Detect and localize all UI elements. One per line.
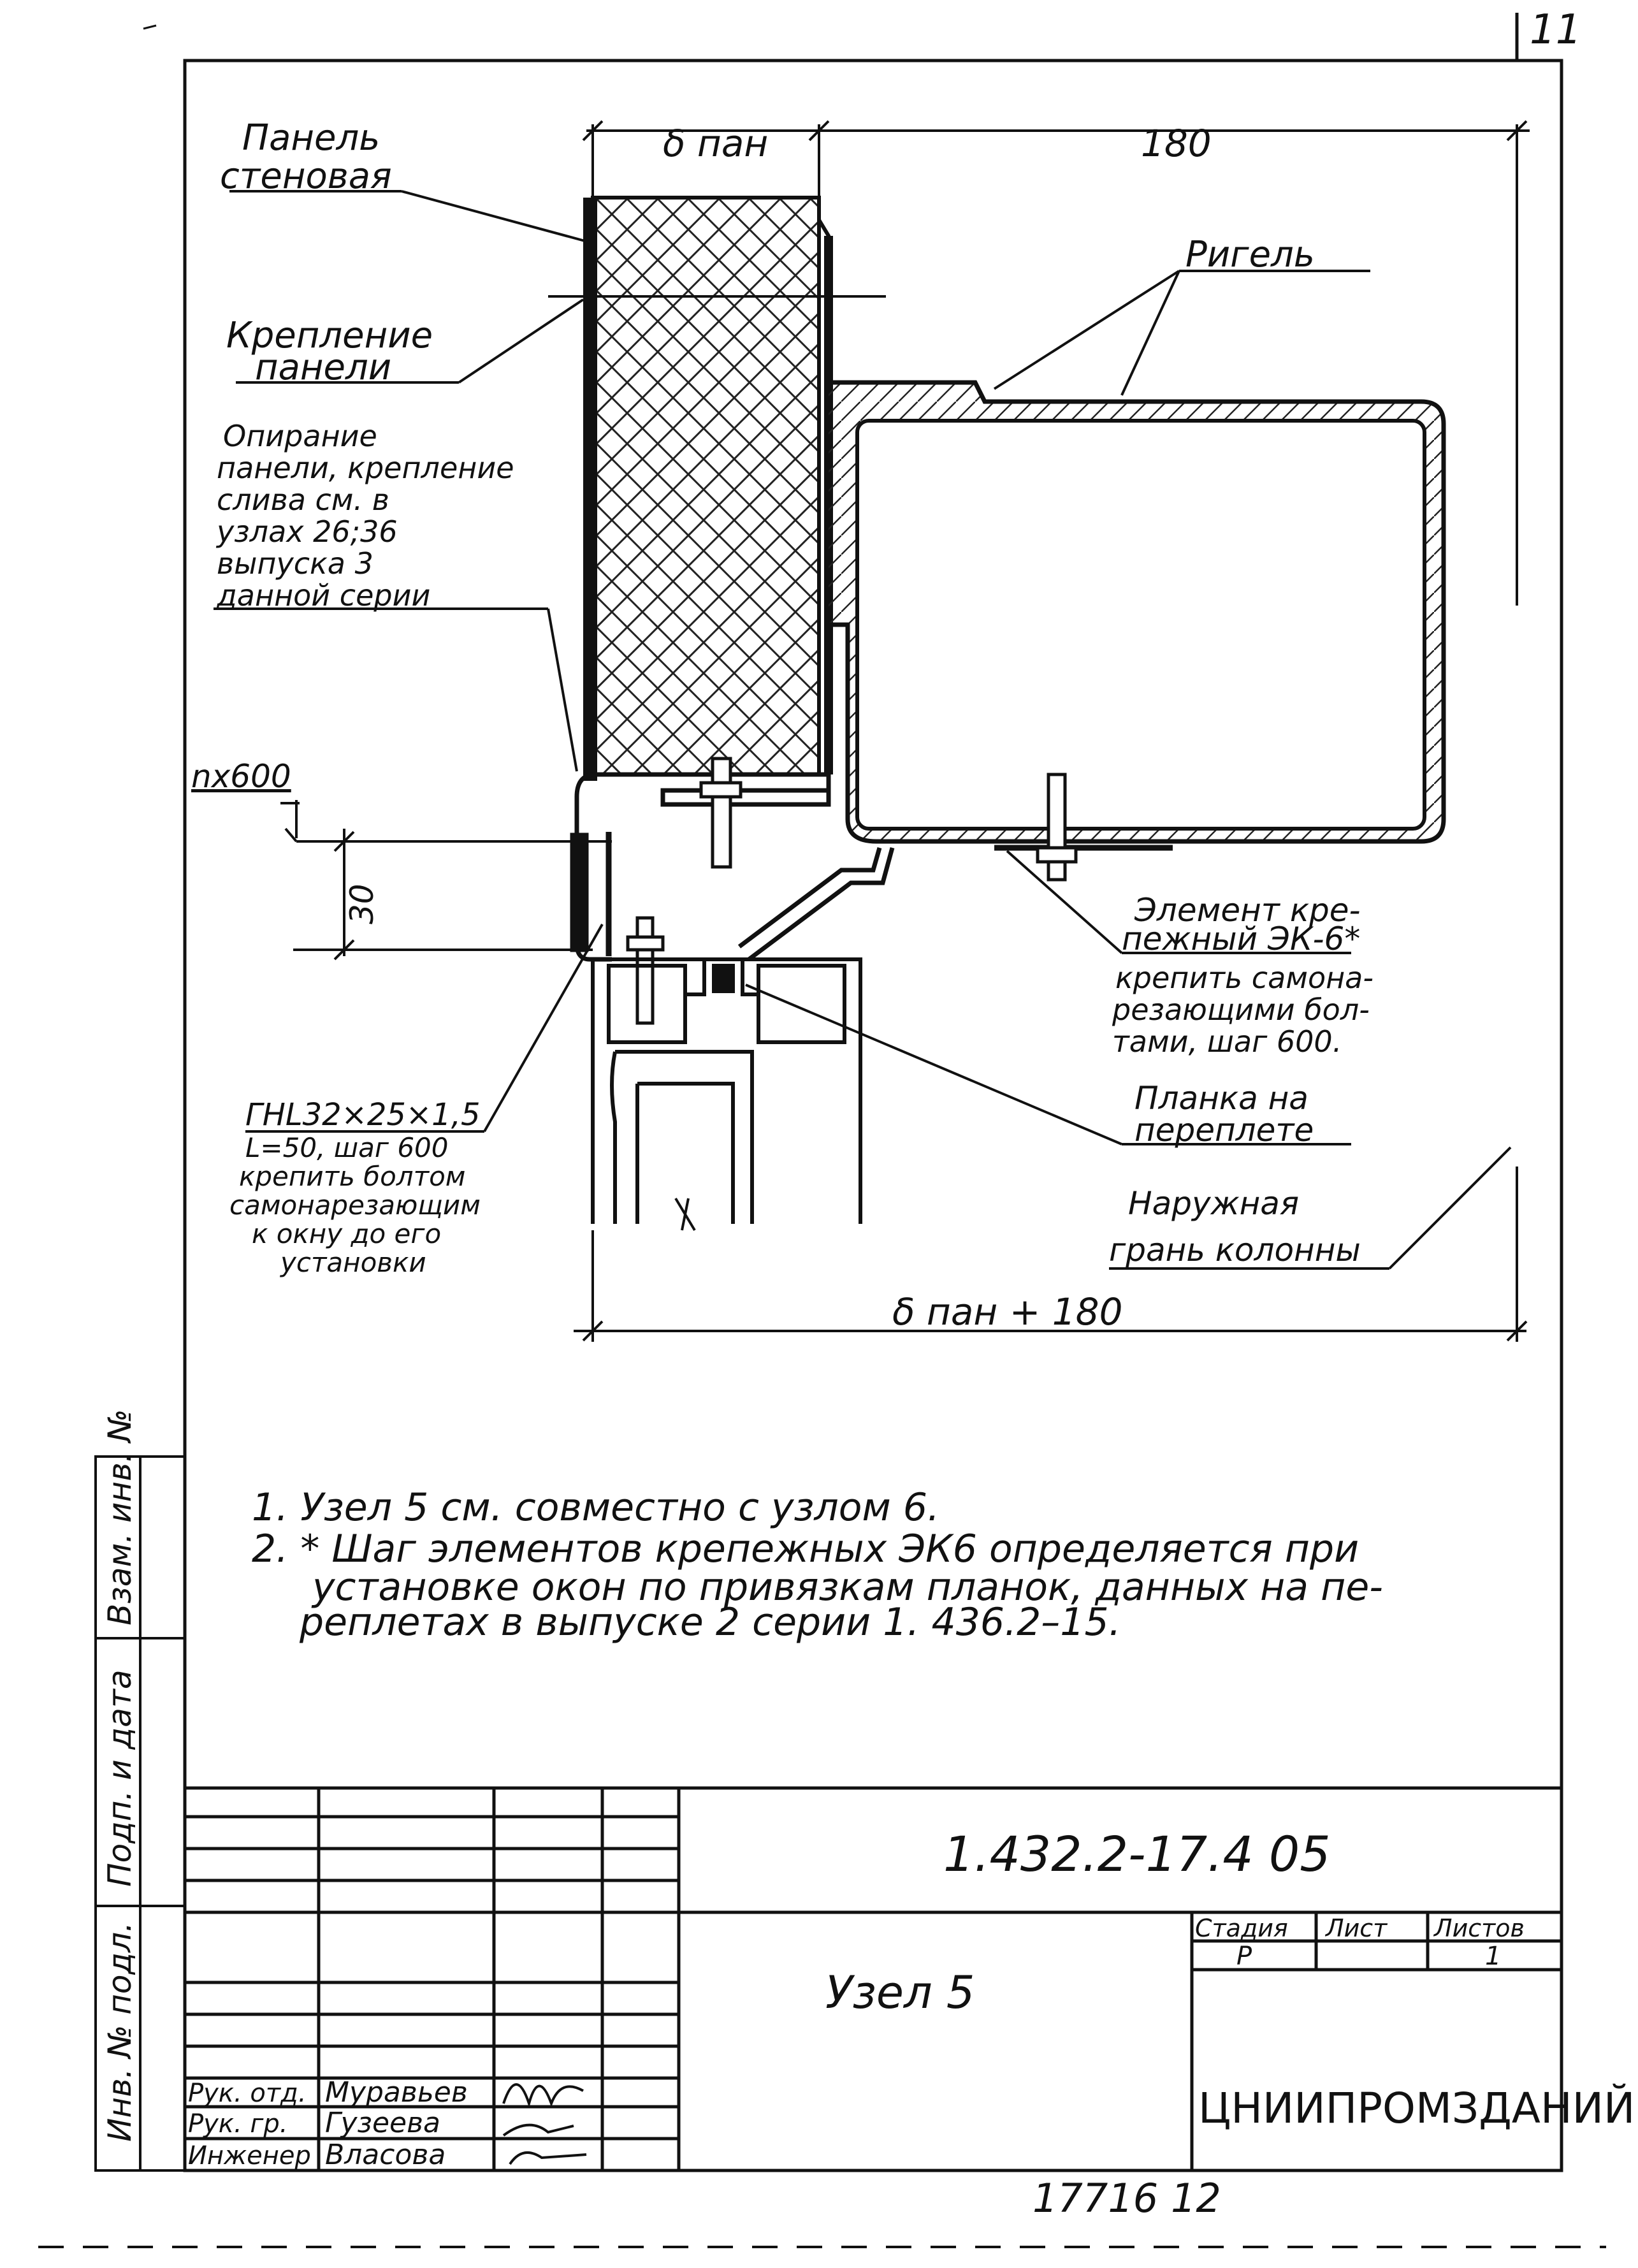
stamp-inv-original: Инв. № подл. [101, 1922, 138, 2142]
dim-level: nx600 [191, 758, 291, 795]
dim-30: 30 [344, 883, 381, 924]
svg-text:к окну до его: к окну до его [252, 1218, 442, 1249]
svg-text:1. Узел 5 см. совместно: 1. Узел 5 см. совместно с узлом 6. [252, 1485, 940, 1530]
stamp-replace-inv: Взам. инв. № [101, 1409, 138, 1625]
svg-text:тами, шаг 600.: тами, шаг 600. [1112, 1024, 1342, 1059]
header-sheets: Листов [1434, 1914, 1525, 1942]
svg-text:Муравьев: Муравьев [325, 2076, 468, 2109]
signatures [504, 2084, 586, 2164]
svg-text:пежный ЭК-6*: пежный ЭК-6* [1122, 920, 1361, 957]
svg-text:L=50, шаг 600: L=50, шаг 600 [245, 1132, 449, 1163]
sheet-number: 11 [1530, 6, 1582, 54]
svg-text:Панель: Панель [242, 117, 381, 159]
svg-text:выпуска 3: выпуска 3 [217, 546, 373, 581]
label-element-ek6 [1112, 892, 1373, 1059]
svg-text:переплете: переплете [1134, 1112, 1314, 1149]
svg-text:панели: панели [255, 347, 392, 388]
staff-rows [188, 2076, 468, 2171]
svg-text:реплетах в выпуске 2 серии: реплетах в выпуске 2 серии 1. 436.2–15. [300, 1600, 1121, 1645]
svg-text:Элемент кре-: Элемент кре- [1134, 892, 1361, 929]
svg-text:крепить самона-: крепить самона- [1115, 961, 1373, 995]
label-fastening [226, 315, 433, 388]
header-sheet: Лист [1326, 1914, 1388, 1942]
svg-text:крепить болтом: крепить болтом [239, 1161, 466, 1192]
archive-number: 17716 12 [1033, 2175, 1221, 2221]
rigel-section [829, 382, 1444, 841]
svg-text:самонарезающим: самонарезающим [229, 1189, 481, 1221]
svg-text:2. * Шаг элементов крепежных: 2. * Шаг элементов крепежных ЭК6 определяется при [252, 1527, 1359, 1571]
svg-text:Рук. отд.: Рук. отд. [188, 2079, 307, 2108]
title-org: ЦНИИПРОМЗДАНИЙ [1198, 2084, 1635, 2133]
support-flashing [572, 774, 829, 959]
label-column [1109, 1185, 1361, 1268]
svg-text:резающими бол-: резающими бол- [1112, 992, 1370, 1027]
svg-text:Наружная: Наружная [1128, 1185, 1300, 1222]
label-angle [229, 1097, 481, 1278]
label-rigel: Ригель [1185, 234, 1315, 275]
svg-text:Крепление: Крепление [226, 315, 433, 356]
header-stage: Стадия [1195, 1914, 1288, 1942]
svg-text:ГНL32×25×1,5: ГНL32×25×1,5 [245, 1097, 481, 1133]
label-planka [1134, 1080, 1314, 1149]
title-code: 1.432.2-17.4 05 [943, 1826, 1331, 1882]
window-frame [593, 959, 860, 1230]
svg-text:данной серии: данной серии [217, 578, 431, 613]
svg-text:слива см. в: слива см. в [217, 483, 389, 517]
svg-text:Опирание: Опирание [223, 419, 377, 453]
svg-text:панели, крепление: панели, крепление [217, 451, 514, 485]
notes [252, 1485, 1383, 1645]
dim-total: δ пан + 180 [892, 1290, 1123, 1334]
dim-180: 180 [1141, 122, 1212, 165]
dim-panel-thickness: δ пан [663, 122, 769, 165]
svg-text:Инженер: Инженер [188, 2141, 311, 2170]
svg-text:грань колонны: грань колонны [1109, 1232, 1361, 1268]
title-name: Узел 5 [825, 1966, 975, 2019]
wall-panel [583, 198, 829, 781]
label-support [215, 419, 514, 613]
svg-text:стеновая: стеновая [220, 156, 392, 197]
stamp-sign-date: Подп. и дата [101, 1669, 138, 1887]
svg-text:установке окон по привязкам: установке окон по привязкам планок, данных на пе- [312, 1565, 1383, 1610]
label-panel [220, 117, 392, 197]
svg-text:Власова: Власова [325, 2139, 446, 2171]
svg-text:установки: установки [280, 1247, 426, 1278]
svg-text:узлах 26;36: узлах 26;36 [217, 514, 398, 549]
svg-text:Гузеева: Гузеева [325, 2107, 440, 2139]
value-stage: Р [1236, 1942, 1252, 1971]
fastening-element-ek6 [739, 848, 1173, 959]
svg-text:Планка на: Планка на [1134, 1080, 1308, 1117]
svg-text:Рук. гр.: Рук. гр. [188, 2109, 288, 2139]
value-sheets: 1 [1485, 1942, 1502, 1971]
